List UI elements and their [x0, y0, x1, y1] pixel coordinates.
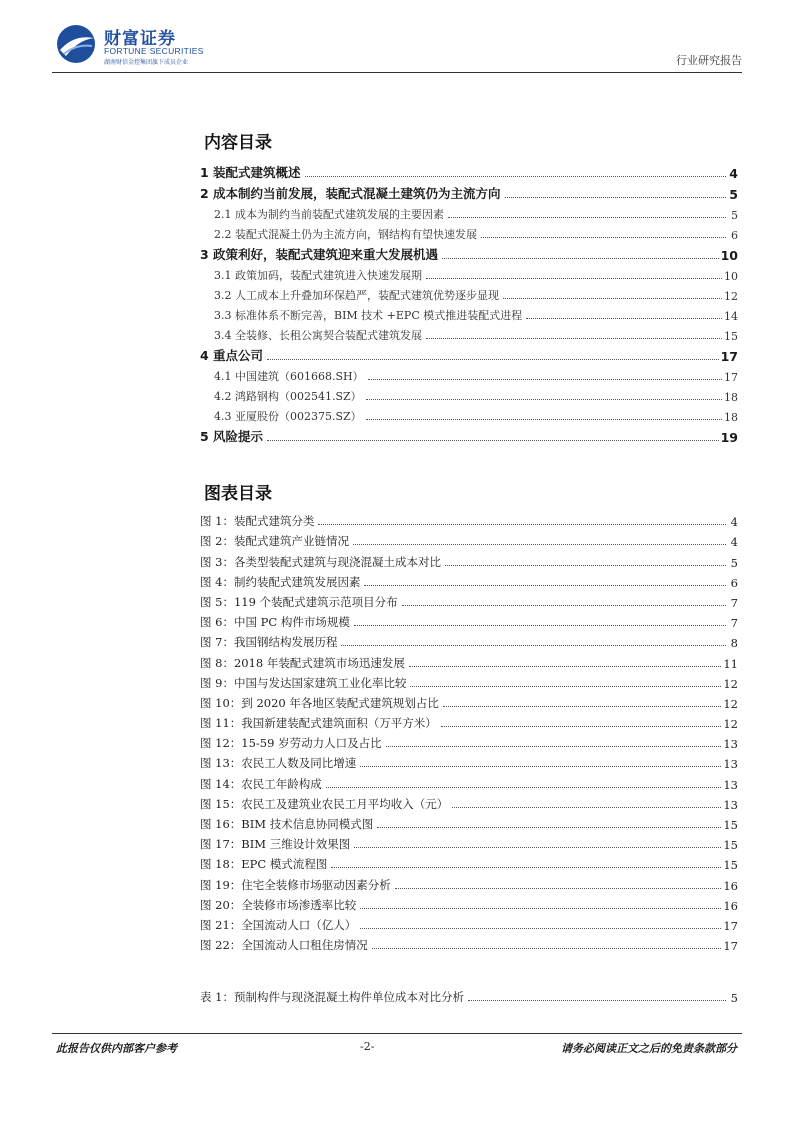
dot-leader	[443, 706, 721, 707]
logo-subtitle: 湖南财信金控集团旗下成员企业	[104, 59, 189, 66]
toc-subsection-entry[interactable]	[200, 364, 738, 384]
entry-label: 图 5：119 个装配式建筑示范项目分布	[200, 594, 398, 609]
dot-leader	[452, 807, 721, 808]
dot-leader	[448, 217, 726, 218]
figure-entry[interactable]	[200, 650, 738, 670]
entry-label: 图 18：EPC 模式流程图	[200, 857, 328, 872]
page-number: -2-	[360, 1040, 375, 1053]
dot-leader	[468, 1000, 726, 1001]
figure-entry[interactable]	[200, 933, 738, 953]
entry-label: 图 15：农民工及建筑业农民工月平均收入（元）	[200, 796, 449, 811]
toc-section-entry[interactable]	[200, 343, 738, 364]
entry-label: 图 19：住宅全装修市场驱动因素分析	[200, 877, 391, 892]
entry-page-number: 18	[724, 391, 738, 404]
dot-leader	[364, 585, 726, 586]
figure-entry[interactable]	[200, 792, 738, 812]
toc-title: 内容目录	[204, 133, 272, 153]
report-type: 行业研究报告	[676, 54, 742, 67]
entry-page-number: 10	[720, 248, 738, 263]
footer-disclaimer: 此报告仅供内部客户参考	[56, 1042, 177, 1055]
entry-label: 4.1 中国建筑（601668.SH）	[214, 370, 364, 383]
entry-label: 图 4：制约装配式建筑发展因素	[200, 574, 361, 589]
logo-chinese-name: 财富证券	[104, 29, 176, 49]
dot-leader	[481, 237, 726, 238]
dot-leader	[441, 726, 722, 727]
dot-leader	[360, 908, 721, 909]
dot-leader	[360, 766, 721, 767]
entry-label: 图 13：农民工人数及同比增速	[200, 756, 357, 771]
entry-page-number: 5	[730, 555, 738, 570]
figure-entry[interactable]	[200, 529, 738, 549]
entry-label: 5 风险提示	[200, 429, 264, 444]
entry-label: 图 20：全装修市场渗透率比较	[200, 897, 357, 912]
figure-entry[interactable]	[200, 570, 738, 590]
entry-page-number: 13	[723, 737, 738, 752]
dot-leader	[318, 524, 726, 525]
entry-label: 3.2 人工成本上升叠加环保趋严，装配式建筑优势逐步显现	[214, 289, 499, 302]
entry-page-number: 7	[730, 616, 738, 631]
dot-leader	[526, 318, 722, 319]
toc-subsection-entry[interactable]	[200, 202, 738, 222]
dot-leader	[410, 686, 721, 687]
entry-label: 图 22：全国流动人口租住房情况	[200, 938, 368, 953]
entry-page-number: 17	[723, 939, 738, 954]
dot-leader	[395, 888, 722, 889]
dot-leader	[267, 359, 719, 360]
entry-label: 图 17：BIM 三维设计效果图	[200, 837, 351, 852]
footer-divider	[52, 1033, 742, 1034]
entry-page-number: 7	[730, 595, 738, 610]
entry-label: 表 1：预制构件与现浇混凝土构件单位成本对比分析	[200, 990, 464, 1005]
entry-page-number: 11	[723, 656, 738, 671]
entry-label: 图 2：装配式建筑产业链情况	[200, 534, 349, 549]
logo-english-name: FORTUNE SECURITIES	[104, 46, 204, 56]
entry-page-number: 10	[724, 270, 738, 283]
entry-page-number: 14	[724, 310, 738, 323]
entry-label: 3.4 全装修、长租公寓契合装配式建筑发展	[214, 329, 422, 342]
entry-label: 图 14：农民工年龄构成	[200, 776, 322, 791]
dot-leader	[366, 399, 722, 400]
entry-page-number: 12	[723, 676, 738, 691]
entry-page-number: 16	[723, 878, 738, 893]
figure-entry[interactable]	[200, 711, 738, 731]
figure-entry[interactable]	[200, 509, 738, 529]
toc-subsection-entry[interactable]	[200, 384, 738, 404]
toc-section-entry[interactable]	[200, 160, 738, 181]
dot-leader	[368, 379, 722, 380]
page-header	[52, 18, 742, 70]
entry-page-number: 17	[723, 918, 738, 933]
entry-label: 图 3：各类型装配式建筑与现浇混凝土成本对比	[200, 554, 441, 569]
entry-label: 3.1 政策加码，装配式建筑进入快速发展期	[214, 269, 422, 282]
figure-entry[interactable]	[200, 771, 738, 791]
entry-page-number: 15	[723, 858, 738, 873]
entry-label: 图 11：我国新建装配式建筑面积（万平方米）	[200, 716, 437, 731]
toc-subsection-entry[interactable]	[200, 263, 738, 283]
entry-label: 4.3 亚厦股份（002375.SZ）	[214, 410, 362, 423]
toc-subsection-entry[interactable]	[200, 323, 738, 343]
figure-entry[interactable]	[200, 852, 738, 872]
dot-leader	[409, 666, 721, 667]
entry-label: 图 7：我国钢结构发展历程	[200, 635, 338, 650]
entry-label: 3 政策利好，装配式建筑迎来重大发展机遇	[200, 247, 439, 262]
dot-leader	[354, 625, 726, 626]
toc-section-entry[interactable]	[200, 181, 738, 202]
entry-label: 图 6：中国 PC 构件市场规模	[200, 615, 350, 630]
toc-section-entry[interactable]	[200, 424, 738, 445]
entry-label: 图 10：到 2020 年各地区装配式建筑规划占比	[200, 695, 439, 710]
entry-page-number: 6	[730, 575, 738, 590]
figure-entry[interactable]	[200, 671, 738, 691]
figures-title: 图表目录	[204, 484, 272, 504]
toc-section-entry[interactable]	[200, 242, 738, 263]
entry-label: 2.2 装配式混凝土仍为主流方向，钢结构有望快速发展	[214, 228, 477, 241]
entry-page-number: 18	[724, 411, 738, 424]
dot-leader	[426, 338, 722, 339]
table-entry[interactable]	[200, 985, 738, 1005]
entry-label: 2 成本制约当前发展，装配式混凝土建筑仍为主流方向	[200, 186, 501, 201]
entry-page-number: 8	[730, 636, 738, 651]
figure-entry[interactable]	[200, 812, 738, 832]
dot-leader	[442, 258, 719, 259]
toc-subsection-entry[interactable]	[200, 222, 738, 242]
entry-page-number: 5	[731, 209, 738, 222]
entry-page-number: 4	[729, 166, 738, 181]
entry-page-number: 4	[730, 535, 738, 550]
toc-subsection-entry[interactable]	[200, 404, 738, 424]
entry-page-number: 12	[723, 717, 738, 732]
entry-label: 图 16：BIM 技术信息协同模式图	[200, 817, 374, 831]
dot-leader	[305, 176, 726, 177]
entry-label: 3.3 标准体系不断完善，BIM 技术 +EPC 模式推进装配式进程	[214, 309, 523, 322]
entry-page-number: 5	[730, 991, 738, 1006]
figure-entry[interactable]	[200, 832, 738, 852]
entry-label: 1 装配式建筑概述	[200, 165, 301, 180]
entry-label: 图 21：全国流动人口（亿人）	[200, 917, 357, 932]
figure-list	[200, 509, 738, 953]
dot-leader	[326, 787, 722, 788]
entry-page-number: 19	[720, 430, 738, 445]
figure-entry[interactable]	[200, 549, 738, 569]
entry-page-number: 17	[720, 349, 738, 364]
figure-entry[interactable]	[200, 751, 738, 771]
dot-leader	[445, 565, 726, 566]
entry-label: 4.2 鸿路钢构（002541.SZ）	[214, 390, 362, 403]
entry-page-number: 13	[723, 777, 738, 792]
dot-leader	[402, 605, 726, 606]
entry-page-number: 12	[723, 696, 738, 711]
figure-entry[interactable]	[200, 691, 738, 711]
entry-label: 4 重点公司	[200, 348, 264, 363]
entry-page-number: 6	[731, 229, 738, 242]
figure-entry[interactable]	[200, 913, 738, 933]
toc-subsection-entry[interactable]	[200, 303, 738, 323]
table-list	[200, 985, 738, 1005]
entry-page-number: 17	[724, 371, 738, 384]
dot-leader	[360, 928, 721, 929]
toc-list	[200, 160, 738, 445]
dot-leader	[366, 419, 722, 420]
entry-label: 图 1：装配式建筑分类	[200, 514, 315, 529]
figure-entry[interactable]	[200, 731, 738, 751]
dot-leader	[503, 298, 722, 299]
figure-entry[interactable]	[200, 610, 738, 630]
figure-entry[interactable]	[200, 590, 738, 610]
entry-label: 图 8：2018 年装配式建筑市场迅速发展	[200, 655, 405, 670]
entry-label: 图 9：中国与发达国家建筑工业化率比较	[200, 675, 407, 690]
dot-leader	[377, 827, 721, 828]
entry-page-number: 12	[724, 290, 738, 303]
entry-page-number: 16	[723, 898, 738, 913]
entry-page-number: 4	[730, 515, 738, 530]
entry-page-number: 5	[729, 187, 738, 202]
dot-leader	[331, 867, 721, 868]
entry-page-number: 15	[724, 330, 738, 343]
dot-leader	[353, 544, 726, 545]
entry-page-number: 13	[723, 757, 738, 772]
dot-leader	[267, 440, 719, 441]
entry-page-number: 13	[723, 797, 738, 812]
entry-label: 2.1 成本为制约当前装配式建筑发展的主要因素	[214, 208, 444, 221]
entry-page-number: 15	[723, 818, 738, 832]
footer-notice: 请务必阅读正文之后的免责条款部分	[561, 1042, 737, 1055]
entry-label: 图 12：15-59 岁劳动力人口及占比	[200, 736, 382, 751]
entry-page-number: 15	[723, 838, 738, 853]
header-divider	[52, 72, 742, 73]
dot-leader	[372, 948, 722, 949]
figure-entry[interactable]	[200, 893, 738, 913]
dot-leader	[386, 746, 722, 747]
dot-leader	[505, 197, 726, 198]
dot-leader	[426, 278, 722, 279]
figure-entry[interactable]	[200, 630, 738, 650]
dot-leader	[354, 847, 721, 848]
dot-leader	[341, 645, 726, 646]
figure-entry[interactable]	[200, 872, 738, 892]
toc-subsection-entry[interactable]	[200, 283, 738, 303]
fortune-securities-logo-icon	[56, 24, 96, 64]
